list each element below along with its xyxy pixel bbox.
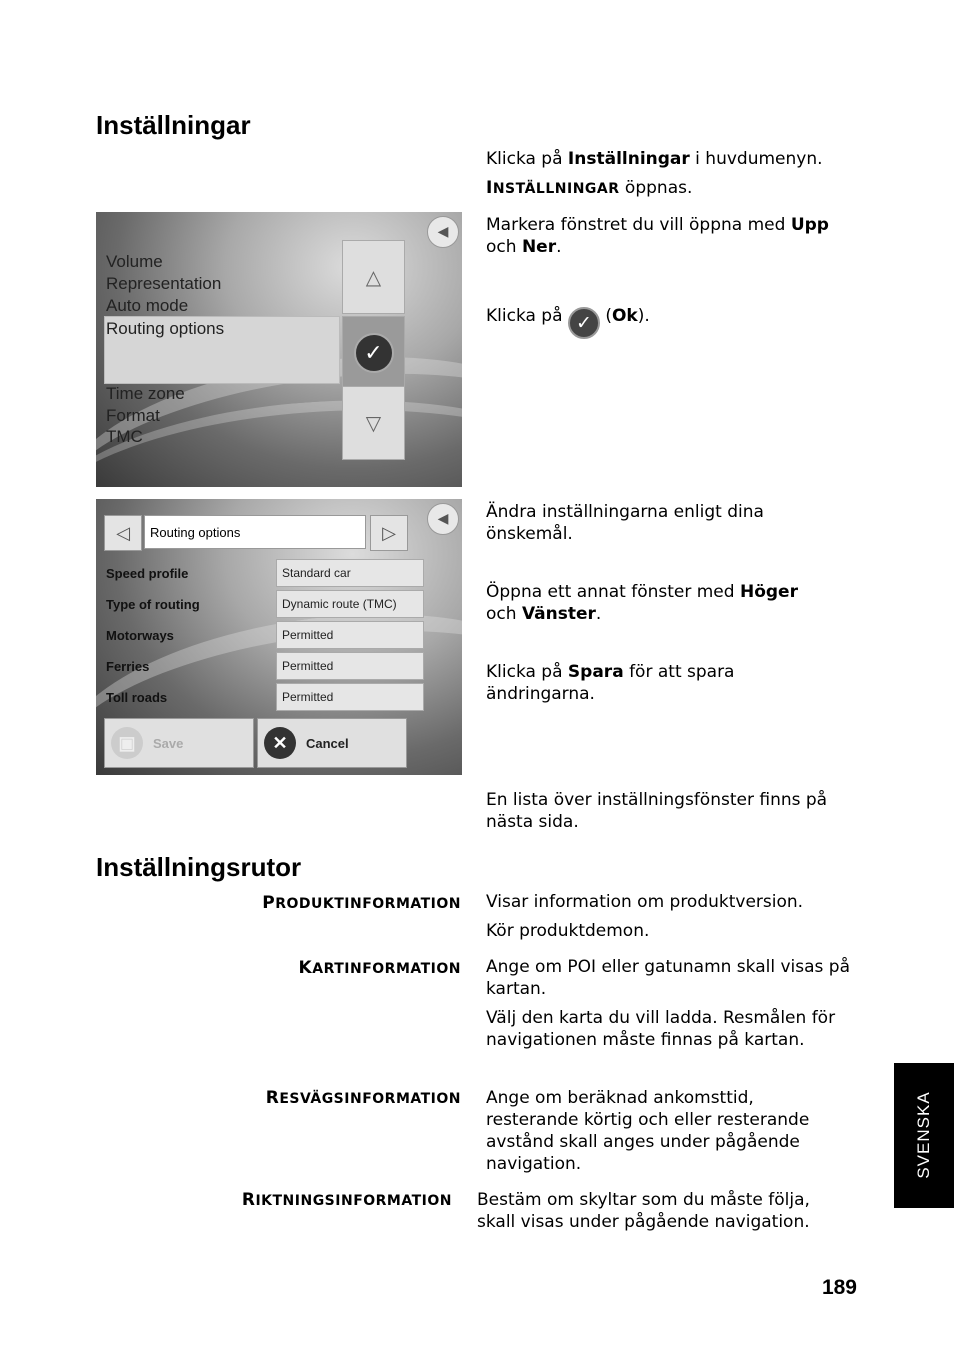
chevron-right-icon: ▷ bbox=[382, 522, 396, 544]
intro-bold: Inställningar bbox=[567, 149, 690, 169]
intro-line-2 bbox=[486, 177, 692, 200]
entry-description: Ange om beräknad ankomsttid, resterande körtig och eller resterande avstånd skall anges under pågående navigation. bbox=[486, 1088, 810, 1174]
step2-paren: ( bbox=[599, 306, 612, 326]
smallcaps-rest: IKTNINGSINFORMATION bbox=[255, 1193, 452, 1209]
entry-term bbox=[100, 1088, 461, 1108]
chevron-left-icon: ◁ bbox=[116, 522, 130, 544]
step5-save: Spara bbox=[567, 662, 624, 682]
step4-left: Vänster bbox=[521, 604, 596, 624]
check-icon: ✓ bbox=[354, 333, 394, 373]
previous-button[interactable] bbox=[104, 515, 142, 551]
setting-label: Toll roads bbox=[106, 690, 168, 705]
step5-text-end: för att spara ändringarna. bbox=[486, 662, 735, 704]
intro-text: Klicka på bbox=[486, 149, 568, 169]
step2-ok: Ok bbox=[611, 306, 638, 326]
entry-term bbox=[100, 893, 461, 913]
intro-line bbox=[486, 148, 866, 170]
back-icon[interactable]: ◀ bbox=[427, 216, 459, 248]
smallcaps-rest: NSTÄLLNINGAR bbox=[492, 181, 620, 197]
step1-up: Upp bbox=[790, 215, 829, 235]
settings-menu-screenshot bbox=[96, 212, 462, 487]
menu-item-tmc[interactable]: TMC bbox=[106, 427, 143, 446]
smallcaps-first: R bbox=[265, 1088, 280, 1108]
next-button[interactable] bbox=[370, 515, 408, 551]
step5-text: Klicka på bbox=[486, 662, 568, 682]
intro-text-end: i huvdumenyn. bbox=[689, 149, 823, 169]
step-click-ok bbox=[486, 305, 650, 339]
setting-value[interactable]: Permitted bbox=[276, 621, 424, 649]
back-icon[interactable]: ◀ bbox=[427, 503, 459, 535]
down-button[interactable] bbox=[342, 386, 405, 460]
step1-and: och bbox=[486, 237, 522, 257]
section-heading: Inställningsrutor bbox=[96, 852, 302, 882]
menu-item-time-zone[interactable]: Time zone bbox=[106, 384, 185, 403]
chevron-up-icon: △ bbox=[365, 265, 382, 289]
step2-paren-close: ). bbox=[637, 306, 650, 326]
setting-label: Ferries bbox=[106, 659, 150, 674]
entry-description: Välj den karta du vill ladda. Resmålen för navigationen måste finnas på kartan. bbox=[486, 1008, 836, 1050]
list-note: En lista över inställningsfönster finns på nästa sida. bbox=[486, 790, 828, 832]
step4-right: Höger bbox=[739, 582, 798, 602]
step-open-other-window bbox=[486, 581, 866, 625]
step1-period: . bbox=[556, 237, 562, 257]
smallcaps-rest: ESVÄGSINFORMATION bbox=[279, 1091, 461, 1107]
menu-item-format[interactable]: Format bbox=[106, 406, 160, 425]
close-icon: ✕ bbox=[264, 727, 296, 759]
ok-button[interactable] bbox=[342, 316, 405, 390]
step-select-window bbox=[486, 214, 866, 258]
setting-value[interactable]: Permitted bbox=[276, 652, 424, 680]
page-number: 189 bbox=[821, 1276, 857, 1299]
entry-term bbox=[100, 958, 461, 978]
smallcaps-first: P bbox=[262, 893, 276, 913]
cancel-button[interactable] bbox=[257, 718, 407, 768]
save-button[interactable] bbox=[104, 718, 254, 768]
entry-description: Bestäm om skyltar som du måste följa, skall visas under pågående navigation. bbox=[477, 1190, 810, 1232]
setting-label: Type of routing bbox=[106, 597, 200, 612]
menu-item-representation[interactable]: Representation bbox=[106, 274, 222, 293]
up-button[interactable] bbox=[342, 240, 405, 314]
save-label: Save bbox=[153, 735, 184, 751]
menu-item-routing-options[interactable]: Routing options bbox=[106, 319, 225, 338]
step-change-settings: Ändra inställningarna enligt dina önskemål. bbox=[486, 502, 764, 544]
setting-value[interactable]: Dynamic route (TMC) bbox=[276, 590, 424, 618]
routing-options-screenshot bbox=[96, 499, 462, 775]
cancel-label: Cancel bbox=[306, 735, 349, 751]
language-tab bbox=[894, 1063, 954, 1208]
entry-description: Visar information om produktversion. bbox=[486, 892, 804, 912]
step4-text: Öppna ett annat fönster med bbox=[486, 582, 740, 602]
menu-item-volume[interactable]: Volume bbox=[106, 252, 163, 271]
smallcaps-rest: RODUKTINFORMATION bbox=[275, 896, 461, 912]
step4-period: . bbox=[595, 604, 602, 624]
setting-label: Motorways bbox=[106, 628, 174, 643]
language-tab-label: SVENSKA bbox=[914, 1091, 933, 1179]
step-save bbox=[486, 661, 816, 705]
page-heading: Inställningar bbox=[96, 110, 251, 140]
smallcaps-first: I bbox=[486, 178, 493, 198]
setting-label: Speed profile bbox=[106, 566, 189, 581]
check-icon: ✓ bbox=[568, 307, 600, 339]
setting-value[interactable]: Permitted bbox=[276, 683, 424, 711]
step4-and: och bbox=[486, 604, 522, 624]
entry-description: Kör produktdemon. bbox=[486, 921, 650, 941]
smallcaps-first: R bbox=[241, 1190, 256, 1210]
step2-text: Klicka på bbox=[486, 306, 568, 326]
screen-title: Routing options bbox=[144, 515, 366, 549]
floppy-disk-icon: ▣ bbox=[111, 727, 143, 759]
setting-value[interactable]: Standard car bbox=[276, 559, 424, 587]
chevron-down-icon: ▽ bbox=[365, 411, 382, 435]
step1-text: Markera fönstret du vill öppna med bbox=[486, 215, 791, 235]
intro-opens: öppnas. bbox=[619, 178, 693, 198]
entry-description: Ange om POI eller gatunamn skall visas på kartan. bbox=[486, 957, 851, 999]
smallcaps-first: K bbox=[298, 958, 313, 978]
entry-term bbox=[100, 1190, 452, 1210]
menu-item-auto-mode[interactable]: Auto mode bbox=[106, 296, 189, 315]
smallcaps-rest: ARTINFORMATION bbox=[312, 961, 461, 977]
step1-down: Ner bbox=[521, 237, 557, 257]
